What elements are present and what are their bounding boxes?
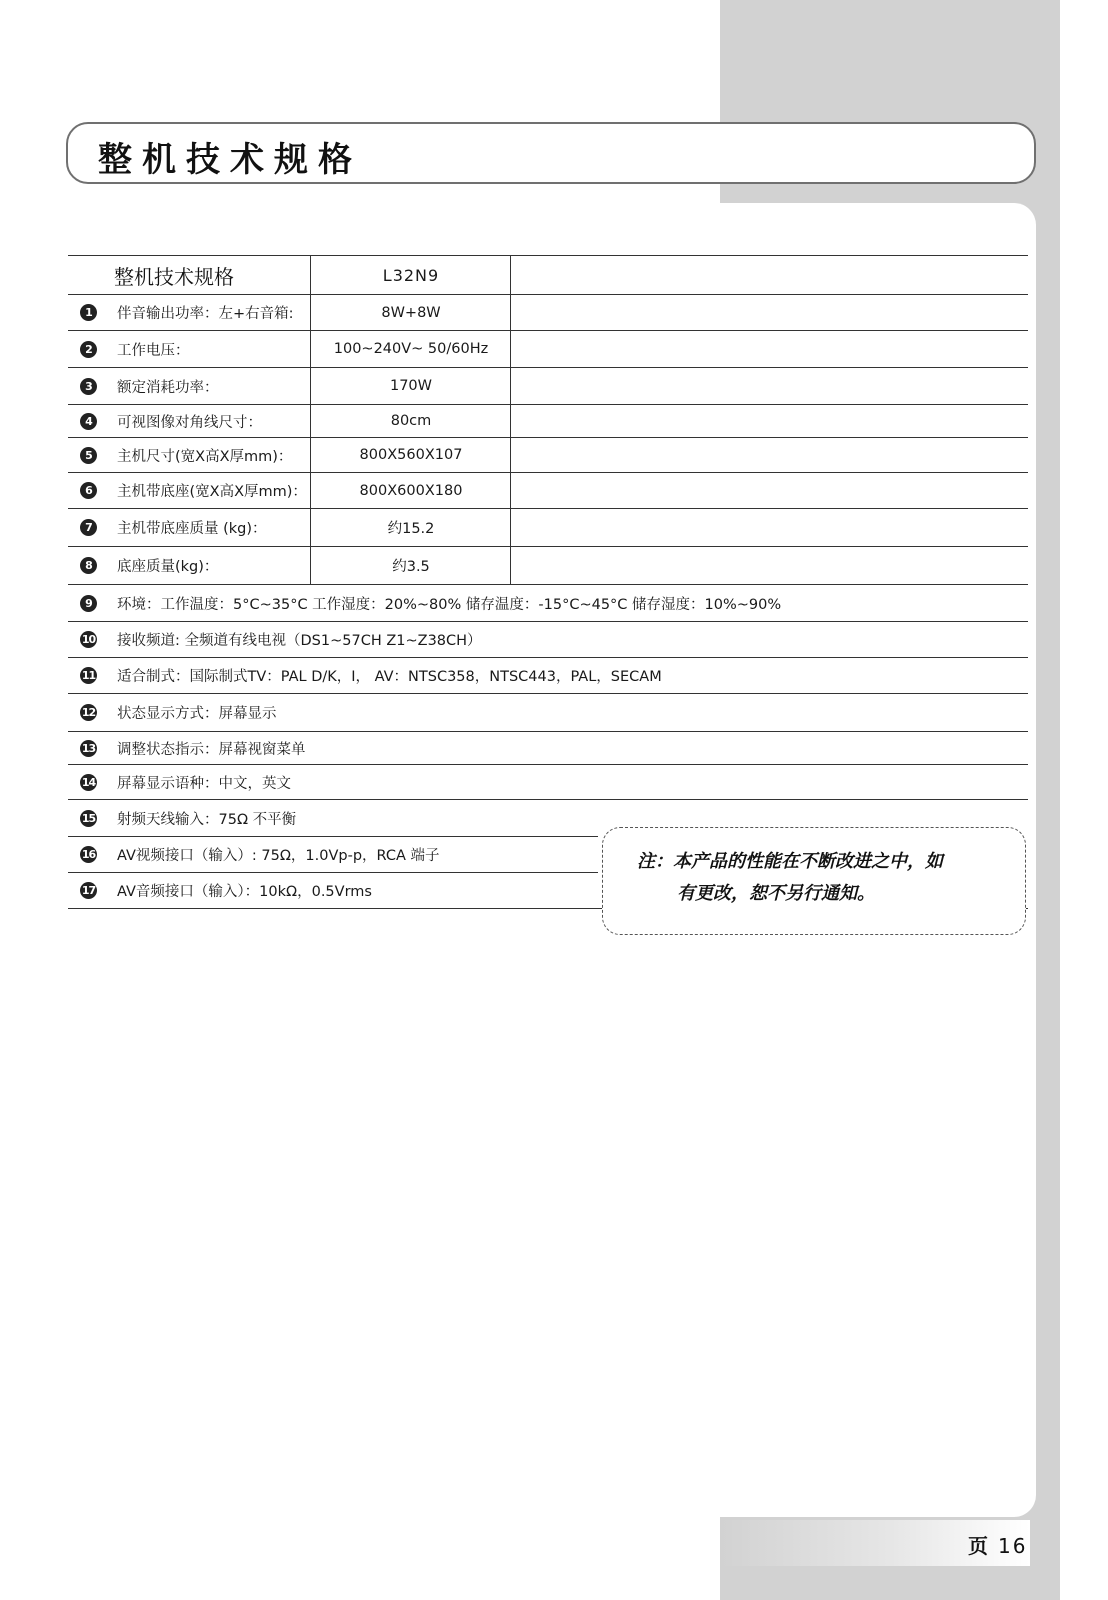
- row-full-cell: [68, 622, 1028, 657]
- model-name: L32N9: [382, 265, 440, 285]
- row-value: 8W+8W: [381, 304, 441, 321]
- row-value-cell: [310, 331, 511, 367]
- row-value: 80cm: [390, 413, 432, 429]
- row-label-cell: [68, 368, 310, 404]
- blank-cell: [510, 473, 1028, 508]
- page-number-value: 16: [998, 1534, 1028, 1558]
- table-row: [68, 509, 1028, 547]
- row-number: 1: [80, 304, 97, 321]
- row-value: 170W: [389, 378, 432, 394]
- row-label-cell: [68, 405, 310, 437]
- row-value: 约3.5: [392, 559, 430, 575]
- row-value-cell: [310, 473, 511, 508]
- table-row: [68, 405, 1028, 438]
- table-row: [68, 585, 1028, 622]
- table-row: [68, 295, 1028, 331]
- header-model-cell: [310, 256, 511, 294]
- row-label: 底座质量(kg)：: [117, 559, 219, 575]
- table-row: [68, 331, 1028, 368]
- row-full-cell: [68, 732, 1028, 764]
- blank-cell: [510, 295, 1028, 330]
- row-value: 100~240V~ 50/60Hz: [333, 341, 489, 357]
- row-text: 射频天线输入：75Ω 不平衡: [117, 811, 297, 828]
- row-label: 主机带底座(宽X高X厚mm)：: [117, 484, 307, 500]
- row-value-cell: [310, 547, 511, 584]
- row-full-cell: [68, 658, 1028, 693]
- row-label-cell: [68, 438, 310, 472]
- row-value: 约15.2: [387, 521, 435, 537]
- header-label-cell: [68, 256, 310, 294]
- header-label: 整机技术规格: [114, 264, 234, 289]
- row-label: 可视图像对角线尺寸：: [117, 414, 262, 431]
- row-label: 主机尺寸(宽X高X厚mm)：: [117, 448, 293, 465]
- row-number: 14: [81, 775, 96, 789]
- row-full-cell: [68, 694, 1028, 731]
- blank-cell: [510, 368, 1028, 404]
- row-number: 8: [80, 557, 97, 574]
- row-label: 额定消耗功率：: [117, 379, 219, 396]
- blank-cell: [510, 509, 1028, 546]
- row-number: 2: [80, 341, 97, 358]
- blank-cell: [510, 547, 1028, 584]
- row-text: 屏幕显示语种：中文，英文: [117, 775, 291, 792]
- table-row: [68, 658, 1028, 694]
- table-row: [68, 438, 1028, 473]
- row-text: 环境：工作温度：5°C~35°C 工作湿度：20%~80% 储存温度：-15°C~45°C 储存湿度：10%~90%: [117, 596, 782, 613]
- notice-line-2: 有更改，恕不另行通知。: [677, 883, 875, 904]
- blank-cell: [510, 405, 1028, 437]
- blank-cell: [510, 331, 1028, 367]
- row-label-cell: [68, 331, 310, 367]
- table-row: [68, 622, 1028, 658]
- row-label-cell: [68, 509, 310, 546]
- row-label-cell: [68, 473, 310, 508]
- row-number: 16: [81, 848, 96, 861]
- row-number: 3: [80, 378, 97, 395]
- row-text: 调整状态指示：屏幕视窗菜单: [117, 741, 306, 758]
- row-label-cell: [68, 547, 310, 584]
- row-number: 6: [80, 482, 97, 499]
- table-header-row: [68, 255, 1028, 295]
- row-number: 5: [80, 447, 97, 464]
- blank-cell: [510, 256, 1028, 294]
- row-value-cell: [310, 509, 511, 546]
- row-number: 9: [80, 595, 97, 612]
- page-label: 页: [968, 1534, 990, 1558]
- row-value: 800X560X107: [359, 447, 463, 463]
- row-number: 10: [81, 633, 96, 646]
- row-text: AV视频接口（输入）: 75Ω，1.0Vp-p，RCA 端子: [117, 848, 440, 864]
- page-title: 整机技术规格: [98, 140, 362, 180]
- row-value-cell: [310, 295, 511, 330]
- row-label: 伴音输出功率：左+右音箱:: [117, 306, 294, 322]
- row-value: 800X600X180: [359, 482, 463, 499]
- row-number: 15: [81, 811, 96, 825]
- notice-line-1: 注：本产品的性能在不断改进之中，如: [637, 851, 943, 872]
- notice-box: [602, 827, 1026, 935]
- table-row: [68, 837, 598, 873]
- title-bar: [66, 122, 1036, 184]
- row-number: 4: [80, 413, 97, 430]
- row-full-cell: [68, 585, 1028, 621]
- table-row: [68, 800, 598, 837]
- row-number: 12: [81, 706, 96, 719]
- row-value-cell: [310, 438, 511, 472]
- row-full-cell: [68, 837, 598, 872]
- row-label: 工作电压：: [117, 342, 190, 359]
- table-row: [68, 694, 1028, 732]
- row-text: AV音频接口（输入）：10kΩ，0.5Vrms: [117, 884, 372, 900]
- row-label: 主机带底座质量 (kg)：: [117, 521, 267, 537]
- row-label-cell: [68, 295, 310, 330]
- table-row: [68, 732, 1028, 765]
- blank-cell: [510, 438, 1028, 472]
- page-number: [968, 1530, 1027, 1559]
- spec-table: [68, 255, 1028, 909]
- table-row: [68, 547, 1028, 585]
- row-value-cell: [310, 368, 511, 404]
- row-text: 适合制式：国际制式TV：PAL D/K，I， AV：NTSC358，NTSC443，PAL，SECAM: [117, 669, 662, 685]
- row-text: 接收频道: 全频道有线电视（DS1~57CH Z1~Z38CH）: [117, 633, 482, 649]
- row-number: 17: [81, 884, 96, 897]
- row-full-cell: [68, 765, 1028, 799]
- row-number: 7: [80, 519, 97, 536]
- table-row: [68, 473, 1028, 509]
- row-value-cell: [310, 405, 511, 437]
- row-text: 状态显示方式：屏幕显示: [117, 706, 277, 722]
- row-number: 13: [81, 741, 96, 755]
- row-full-cell: [68, 800, 598, 836]
- table-row: [68, 368, 1028, 405]
- row-number: 11: [81, 669, 96, 682]
- table-row: [68, 765, 1028, 800]
